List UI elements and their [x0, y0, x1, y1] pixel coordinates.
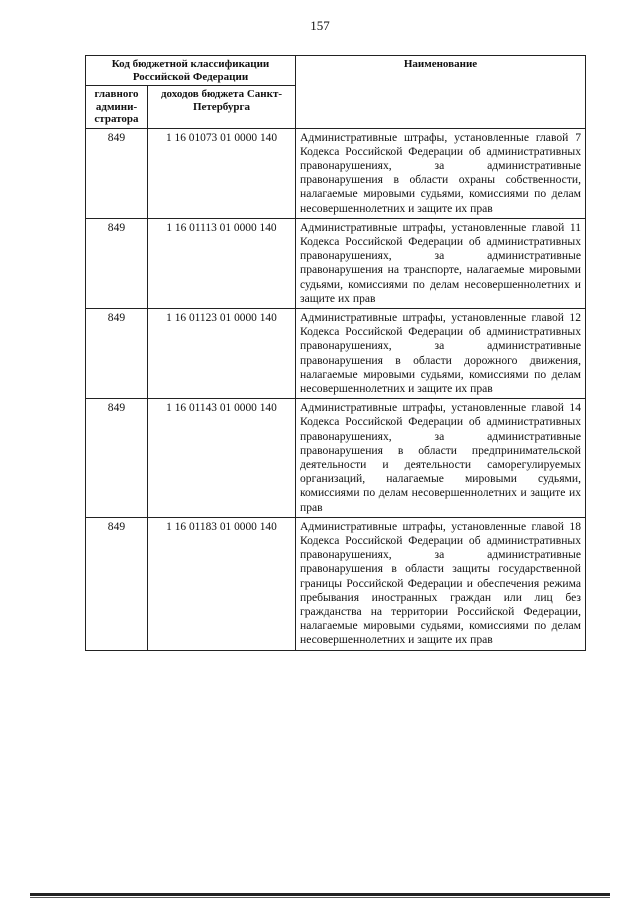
header-classification-code: Код бюджетной классификации Российской Федерации	[86, 56, 296, 86]
row-admin-code: 849	[86, 308, 148, 398]
header-revenue-code: доходов бюджета Санкт-Петербурга	[148, 86, 296, 129]
row-name: Административные штрафы, установленные главой 7 Кодекса Российской Федерации об административных правонарушениях, за административные правонарушения в области охраны собственности, налагаемые мировыми судьями, комиссиями по делам несовершеннолетних и защите их прав	[296, 128, 586, 218]
row-revenue-code: 1 16 01113 01 0000 140	[148, 218, 296, 308]
row-admin-code: 849	[86, 128, 148, 218]
row-admin-code: 849	[86, 218, 148, 308]
row-name: Административные штрафы, установленные главой 11 Кодекса Российской Федерации об административных правонарушениях, за административные правонарушения на транспорте, налагаемые мировыми судьями, комиссиями по делам несовершеннолетних и защите их прав	[296, 218, 586, 308]
header-name: Наименование	[296, 56, 586, 129]
table-row	[86, 128, 586, 218]
row-revenue-code: 1 16 01143 01 0000 140	[148, 399, 296, 518]
row-revenue-code: 1 16 01183 01 0000 140	[148, 517, 296, 650]
page-number: 157	[310, 18, 330, 33]
table-row	[86, 308, 586, 398]
budget-classification-table	[85, 55, 586, 651]
table-header-row	[86, 56, 586, 86]
row-admin-code: 849	[86, 399, 148, 518]
row-revenue-code: 1 16 01073 01 0000 140	[148, 128, 296, 218]
row-name: Административные штрафы, установленные главой 18 Кодекса Российской Федерации об административных правонарушениях, за административные правонарушения в области защиты государственной границы Российской Федерации и обеспечения режима пребывания иностранных граждан или лиц без гражданства на территории Российской Федерации, налагаемые мировыми судьями, комиссиями по делам несовершеннолетних и защите их прав	[296, 517, 586, 650]
row-name: Административные штрафы, установленные главой 12 Кодекса Российской Федерации об административных правонарушениях, за административные правонарушения в области дорожного движения, налагаемые мировыми судьями, комиссиями по делам несовершеннолетних и защите их прав	[296, 308, 586, 398]
table-row	[86, 517, 586, 650]
table-row	[86, 218, 586, 308]
table-row	[86, 399, 586, 518]
row-revenue-code: 1 16 01123 01 0000 140	[148, 308, 296, 398]
footer-divider-thin	[30, 897, 610, 898]
row-admin-code: 849	[86, 517, 148, 650]
row-name: Административные штрафы, установленные главой 14 Кодекса Российской Федерации об административных правонарушениях, за административные правонарушения в области предпринимательской деятельности и деятельности саморегулируемых организаций, налагаемые мировыми судьями, комиссиями по делам несовершеннолетних и защите их прав	[296, 399, 586, 518]
footer-divider	[30, 893, 610, 896]
header-admin: главного админи-стратора	[86, 86, 148, 129]
